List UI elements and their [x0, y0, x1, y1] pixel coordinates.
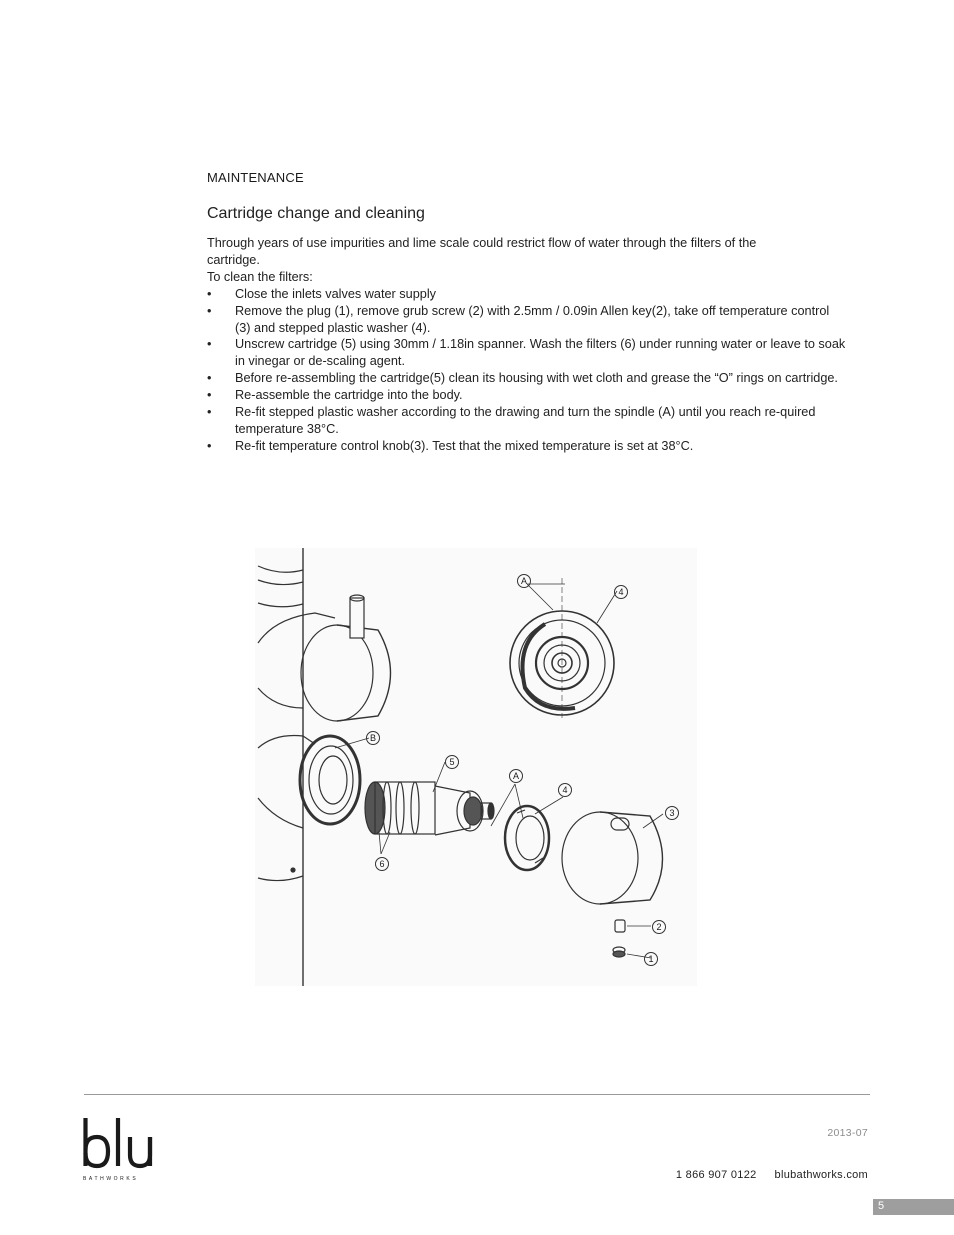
callout-5: 5 [445, 755, 459, 769]
list-item [207, 286, 847, 303]
step-text: Before re-assembling the cartridge(5) clean its housing with wet cloth and grease the “O” rings on cartridge. [235, 371, 838, 386]
bullet-icon: • [207, 405, 212, 420]
intro-paragraph: Through years of use impurities and lime scale could restrict flow of water through the filters of the cartridge. [207, 236, 757, 267]
callout-a-mid: A [509, 769, 523, 783]
list-item [207, 438, 847, 455]
callout-1: 1 [644, 952, 658, 966]
callout-6: 6 [375, 857, 389, 871]
website-link[interactable]: blubathworks.com [774, 1169, 868, 1181]
steps-list [207, 286, 847, 455]
section-label: MAINTENANCE [207, 170, 304, 185]
step-text: Re-assemble the cartridge into the body. [235, 388, 463, 403]
callout-4-top: 4 [614, 585, 628, 599]
step-text: Re-fit stepped plastic washer according to the drawing and turn the spindle (A) until you reach re-quired temperature 38°C. [235, 405, 816, 436]
page-number-tab [873, 1199, 954, 1215]
instructions [207, 235, 847, 455]
phone-number: 1 866 907 0122 [675, 1169, 757, 1181]
exploded-view-diagram [255, 548, 697, 986]
list-item [207, 303, 847, 337]
list-item [207, 387, 847, 404]
list-item [207, 370, 847, 387]
section-title: Cartridge change and cleaning [207, 205, 425, 222]
lead-line: To clean the filters: [207, 269, 313, 284]
revision-date: 2013-07 [827, 1127, 868, 1139]
step-text: Re-fit temperature control knob(3). Test that the mixed temperature is set at 38°C. [235, 438, 694, 453]
callout-4-mid: 4 [558, 783, 572, 797]
bullet-icon: • [207, 438, 212, 453]
list-item [207, 404, 847, 438]
bullet-icon: • [207, 303, 212, 318]
step-text: Unscrew cartridge (5) using 30mm / 1.18in spanner. Wash the filters (6) under running water or leave to soak in vinegar or de-scaling agent. [235, 337, 846, 369]
callout-b: B [366, 731, 380, 745]
step-text: Close the inlets valves water supply [235, 286, 436, 301]
footer-divider [84, 1094, 870, 1095]
logo-wordmark: BATHWORKS [83, 1176, 139, 1182]
bullet-icon: • [207, 286, 212, 301]
bullet-icon: • [207, 388, 212, 403]
bullet-icon: • [207, 371, 212, 386]
list-item [207, 336, 847, 370]
blu-bathworks-logo [82, 1116, 166, 1184]
callout-2: 2 [652, 920, 666, 934]
contact-line [676, 1169, 868, 1181]
page-number: 5 [878, 1200, 885, 1212]
bullet-icon: • [207, 337, 212, 352]
callout-3: 3 [665, 806, 679, 820]
callout-a-top: A [517, 574, 531, 588]
step-text: Remove the plug (1), remove grub screw (2) with 2.5mm / 0.09in Allen key(2), take off temperature control (3) and stepped plastic washer (4). [235, 303, 830, 335]
